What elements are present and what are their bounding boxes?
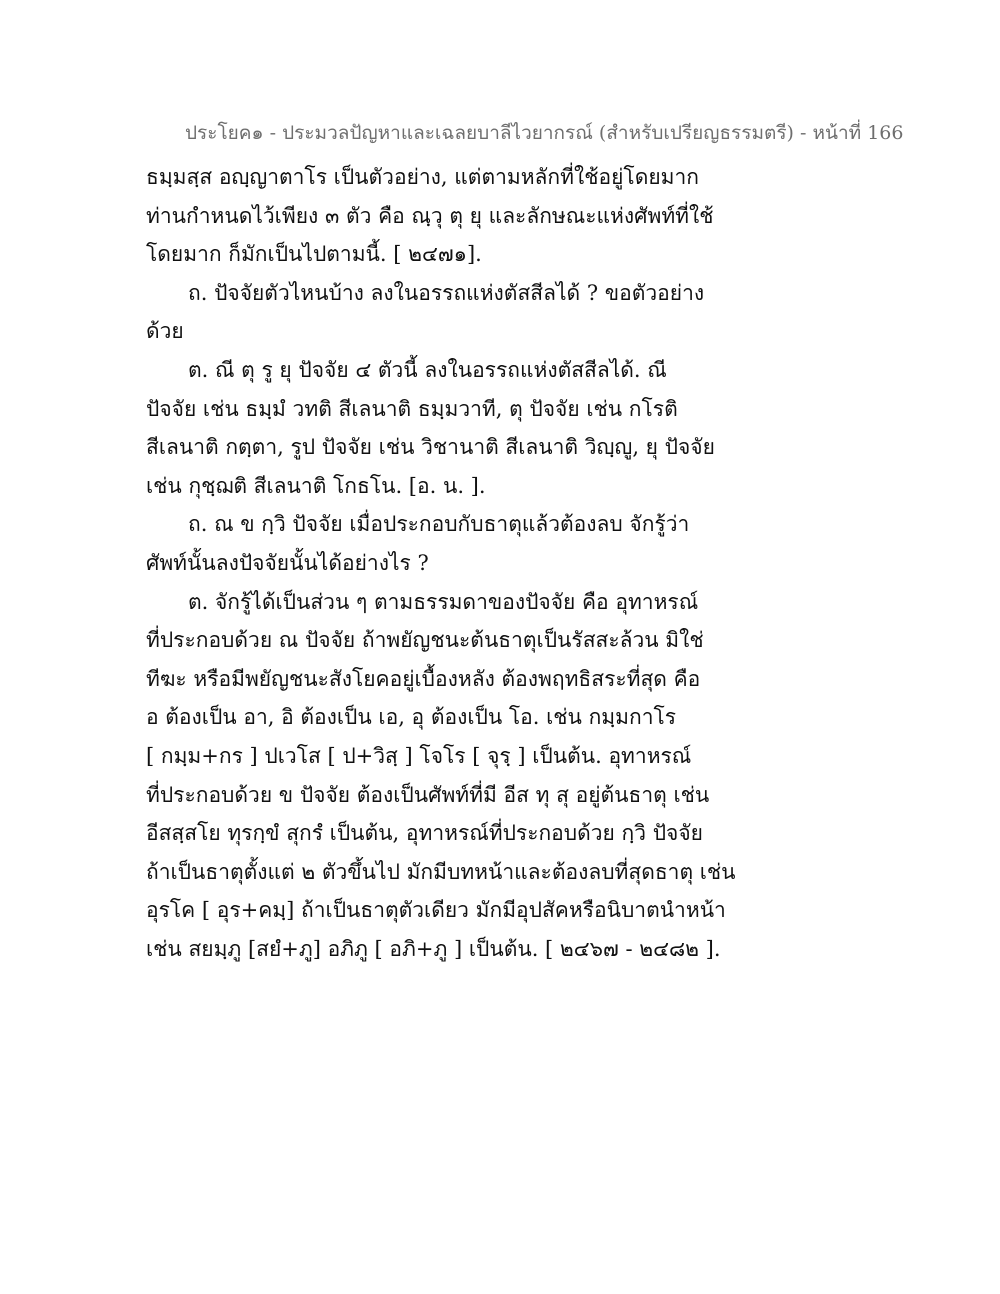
text-line-15: อ ต้องเป็น อา, อิ ต้องเป็น เอ, อุ ต้องเป็น โอ. เช่น กมฺมกาโร (146, 705, 677, 730)
page-header: ประโยค๑ - ประมวลปัญหาและเฉลยบาลีไวยากรณ์ (สำหรับเปรียญธรรมตรี) - หน้าที่ 166 (185, 122, 904, 144)
text-line-21: เช่น สยมฺภู [สยํ+ภู] อภิภู [ อภิ+ภู ] เป็นต้น. [ ๒๔๖๗ - ๒๔๘๒ ]. (146, 936, 721, 961)
question-line-1: ถ. ปัจจัยตัวไหนบ้าง ลงในอรรถแห่งตัสสีลได้ ? ขอตัวอย่าง (188, 280, 705, 305)
text-line-11: ศัพท์นั้นลงปัจจัยนั้นได้อย่างไร ? (146, 550, 429, 575)
body-text (146, 158, 846, 968)
question-line-2: ถ. ณ ข กฺวิ ปัจจัย เมื่อประกอบกับธาตุแล้วต้องลบ จักรู้ว่า (188, 512, 690, 537)
text-line-3: โดยมาก ก็มักเป็นไปตามนี้. [ ๒๔๗๑]. (146, 242, 482, 267)
answer-line-1: ต. ณี ตุ รู ยุ ปัจจัย ๔ ตัวนี้ ลงในอรรถแห่งตัสสีลได้. ณี (188, 357, 667, 382)
text-line-19: ถ้าเป็นธาตุตั้งแต่ ๒ ตัวขึ้นไป มักมีบทหน้าและต้องลบที่สุดธาตุ เช่น (146, 859, 736, 884)
text-line-9: เช่น กุชฺฌติ สีเลนาติ โกธโน. [อ. น. ]. (146, 473, 486, 498)
answer-line-2: ต. จักรู้ได้เป็นส่วน ๆ ตามธรรมดาของปัจจัย คือ อุทาหรณ์ (188, 589, 699, 614)
text-line-18: อีสสฺสโย ทุรกฺขํ สุกรํ เป็นต้น, อุทาหรณ์ที่ประกอบด้วย กฺวิ ปัจจัย (146, 821, 703, 846)
text-line-17: ที่ประกอบด้วย ข ปัจจัย ต้องเป็นศัพท์ที่มี อีส ทุ สุ อยู่ต้นธาตุ เช่น (146, 782, 710, 807)
text-line-13: ที่ประกอบด้วย ณ ปัจจัย ถ้าพยัญชนะต้นธาตุเป็นรัสสะล้วน มิใช่ (146, 628, 704, 653)
text-line-1: ธมฺมสฺส อญฺญาตาโร เป็นตัวอย่าง, แต่ตามหลักที่ใช้อยู่โดยมาก (146, 165, 699, 189)
text-line-2: ท่านกำหนดไว้เพียง ๓ ตัว คือ ณฺวุ ตุ ยุ และลักษณะแห่งศัพท์ที่ใช้ (146, 203, 714, 228)
text-line-7: ปัจจัย เช่น ธมฺมํ วทติ สีเลนาติ ธมฺมวาที, ตุ ปัจจัย เช่น กโรติ (146, 396, 678, 421)
text-line-16: [ กมฺม+กร ] ปเวโส [ ป+วิสฺ ] โจโร [ จุรฺ ] เป็นต้น. อุทาหรณ์ (146, 743, 692, 768)
text-line-20: อุรโค [ อุร+คมฺ] ถ้าเป็นธาตุตัวเดียว มักมีอุปสัคหรือนิบาตนำหน้า (146, 898, 726, 923)
text-line-8: สีเลนาติ กตฺตา, รูป ปัจจัย เช่น วิชานาติ สีเลนาติ วิญฺญู, ยุ ปัจจัย (146, 435, 715, 460)
text-line-5: ด้วย (146, 319, 184, 344)
text-line-14: ทีฆะ หรือมีพยัญชนะสังโยคอยู่เบื้องหลัง ต้องพฤทธิสระที่สุด คือ (146, 666, 701, 691)
